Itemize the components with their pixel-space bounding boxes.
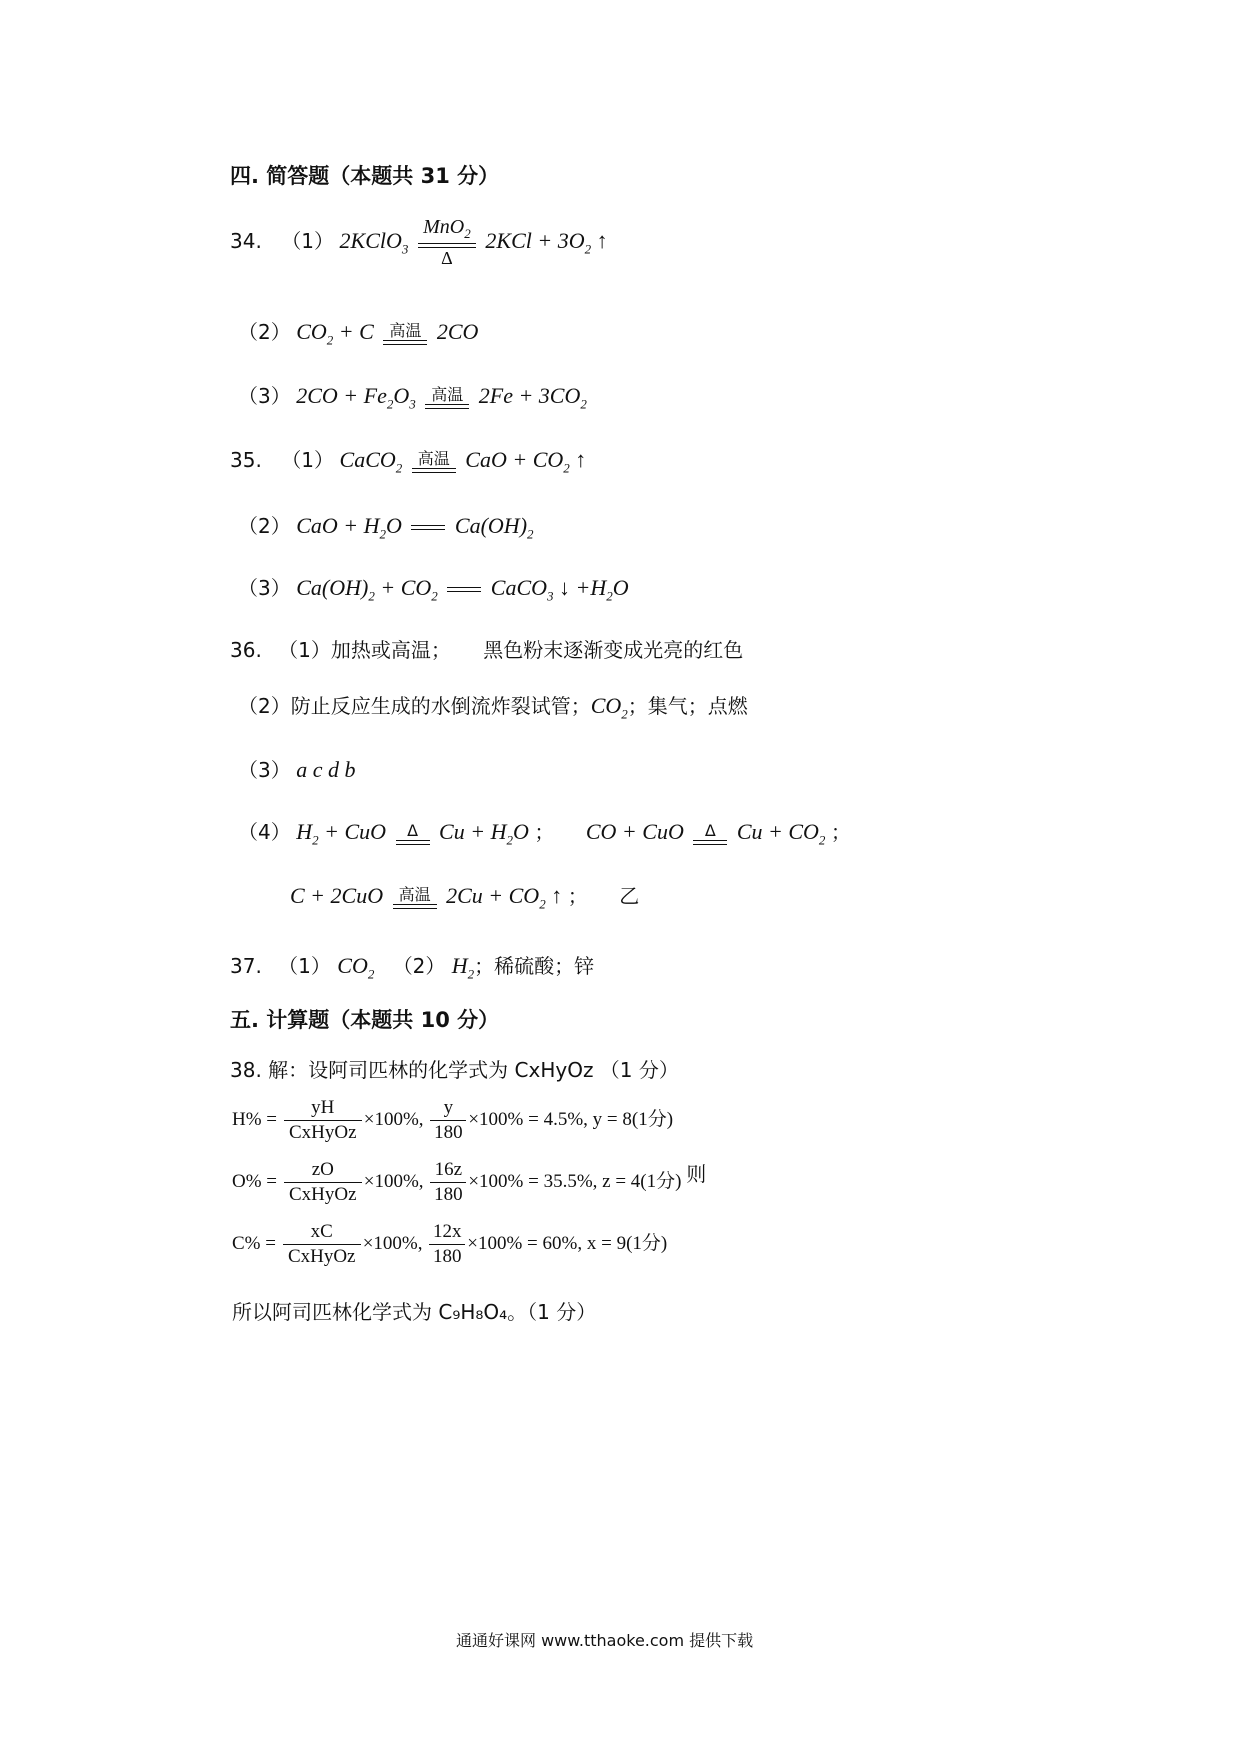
q35-part1: [230, 444, 586, 476]
q35-eq1-right: CaO + $CO_2$: [465, 447, 570, 476]
q38-c-lhs: C% =: [232, 1232, 276, 1254]
q34-eq3-left: $2CO + Fe_2O_3$: [296, 383, 416, 412]
footer-credit: 通通好课网 www.tthaoke.com 提供下载: [456, 1631, 754, 1650]
q38-c-fraction2: $\frac{12x}{180}$: [429, 1220, 465, 1269]
q36-eq3-left: C + 2CuO: [290, 883, 384, 908]
q35-part3-label: （3）: [238, 576, 291, 600]
q36-separator: ；: [830, 820, 851, 844]
q36-part1-observation: 黑色粉末逐渐变成光亮的红色: [483, 638, 744, 662]
q35-part3: [238, 572, 629, 604]
q38-h-lhs: H% =: [232, 1108, 278, 1130]
q34-eq1-left: 2KClO$_3$: [339, 228, 409, 257]
q38-h-fraction2: $\frac{y}{180}$: [430, 1096, 466, 1145]
q35-eq1-left: CaCO$_2$: [339, 447, 403, 476]
q38-h-calc: H% = $\frac{yH}{\text{CxHyOz}}$ ×100%, $\frac{y}{180}$ ×100% = 4.5%, y = 8(1分): [232, 1097, 674, 1143]
q36-part2: [238, 690, 748, 722]
q36-part2-rest: ；集气；点燃: [627, 694, 748, 718]
q36-part1-answer: （1）加热或高温；: [278, 638, 451, 662]
q35-eq2-equals: [411, 525, 445, 530]
q36-eq2-right: $Cu + CO_2$: [736, 819, 826, 848]
q34-part3-label: （3）: [238, 384, 291, 408]
up-arrow-icon: ↑: [575, 447, 587, 472]
q34-eq2-condition: 高温: [383, 322, 427, 345]
q38-c-result: ×100% = 60%, x = 9(1分): [467, 1232, 668, 1254]
q36-number: 36.: [230, 638, 262, 662]
q37-part2-gas: $H_2$: [451, 953, 475, 982]
q36-separator: ；: [567, 884, 588, 908]
q36-part4-label: （4）: [238, 820, 291, 844]
q34-eq3-condition: 高温: [425, 386, 469, 409]
q38-o-tail: 则: [686, 1162, 707, 1186]
q36-part4-line1: [238, 816, 851, 848]
q35-eq3-left: $Ca(OH)_2 + CO_2$: [296, 575, 438, 604]
q36-part3: [238, 754, 356, 783]
q38-o-result: ×100% = 35.5%, z = 4(1分): [468, 1171, 682, 1192]
up-arrow-icon: ↑: [551, 883, 563, 908]
q37-part1-label: （1）: [278, 954, 331, 978]
q38-o-fraction2: $\frac{16z}{180}$: [430, 1158, 466, 1207]
q34-eq1-right: $2KCl + 3O_2$: [485, 228, 592, 257]
q36-part2-reason: （2）防止反应生成的水倒流炸裂试管；: [238, 694, 591, 718]
q34-eq1-condition: MnO$_2$ Δ: [418, 218, 476, 268]
q37-part1-answer: $CO_2$: [337, 953, 375, 982]
q38-c-calc: C% = $\frac{xC}{\text{CxHyOz}}$ ×100%, $\frac{12x}{180}$ ×100% = 60%, x = 9(1分): [232, 1221, 668, 1267]
q38-o-fraction: $\frac{zO}{\text{CxHyOz}}$: [284, 1158, 362, 1207]
q38-o-lhs: O% =: [232, 1171, 278, 1192]
q35-number: 35.: [230, 448, 262, 472]
q34-number: 34.: [230, 229, 262, 254]
q36-part3-label: （3）: [238, 758, 291, 782]
q36-separator: ；: [534, 820, 555, 844]
q34-eq3-right: $2Fe + 3CO_2$: [478, 383, 587, 412]
q35-part2-label: （2）: [238, 514, 291, 538]
q36-part4-answer: 乙: [619, 884, 640, 908]
q36-part4-line2: [290, 880, 639, 912]
q37-number: 37.: [230, 954, 262, 978]
q38-intro: 38. 解：设阿司匹林的化学式为 CxHyOz （1 分）: [230, 1058, 679, 1082]
q36-eq3-right: $2Cu + CO_2$: [446, 883, 546, 912]
q34-part1: [230, 218, 608, 268]
q36-eq1-right: $Cu + H_2O$: [439, 819, 529, 848]
q35-eq3-equals: [447, 587, 481, 592]
q36-part2-co2: $CO_2$: [590, 693, 628, 722]
q35-eq3-right: CaCO$_3$: [490, 575, 554, 604]
q36-part3-order: a c d b: [296, 757, 356, 782]
section-4-heading: 四. 简答题（本题共 31 分）: [230, 164, 500, 188]
up-arrow-icon: ↑: [596, 228, 608, 254]
q37-line: [230, 950, 594, 982]
q36-part1: [230, 634, 743, 663]
q34-part2: [238, 316, 478, 348]
q36-eq1-condition: Δ: [396, 822, 430, 845]
down-arrow-icon: ↓: [559, 575, 571, 600]
q34-part1-label: （1）: [281, 229, 335, 254]
q35-part1-label: （1）: [281, 448, 335, 472]
q34-part2-label: （2）: [238, 320, 291, 344]
q35-part2: [238, 510, 534, 542]
q37-part2-rest: ；稀硫酸；锌: [474, 954, 595, 978]
q36-eq3-condition: 高温: [393, 886, 437, 909]
q34-eq2-right: 2CO: [436, 319, 479, 344]
q35-eq3-right2: $+H_2O$: [575, 575, 629, 604]
section-5-heading: 五. 计算题（本题共 10 分）: [230, 1008, 500, 1032]
q38-o-calc: O% = $\frac{zO}{\text{CxHyOz}}$ ×100%, $\frac{16z}{180}$ ×100% = 35.5%, z = 4(1分) 则: [232, 1159, 707, 1206]
q35-eq2-left: CaO + $H_2O$: [296, 513, 402, 542]
q35-eq1-condition: 高温: [412, 450, 456, 473]
q37-part2-label: （2）: [392, 954, 446, 978]
q38-c-fraction: $\frac{xC}{\text{CxHyOz}}$: [283, 1220, 361, 1269]
q36-eq2-left: CO + CuO: [585, 819, 684, 844]
q38-conclusion: 所以阿司匹林化学式为 C₉H₈O₄。（1 分）: [232, 1300, 597, 1324]
q35-eq2-right: $Ca(OH)_2$: [454, 513, 534, 542]
q36-eq1-left: $H_2$ + CuO: [296, 819, 387, 848]
q38-h-result: ×100% = 4.5%, y = 8(1分): [468, 1108, 674, 1130]
q34-eq2-left: $CO_2 + C$: [296, 319, 374, 348]
q34-part3: [238, 380, 587, 412]
q38-h-fraction: $\frac{yH}{\text{CxHyOz}}$: [284, 1096, 362, 1145]
q36-eq2-condition: Δ: [693, 822, 727, 845]
